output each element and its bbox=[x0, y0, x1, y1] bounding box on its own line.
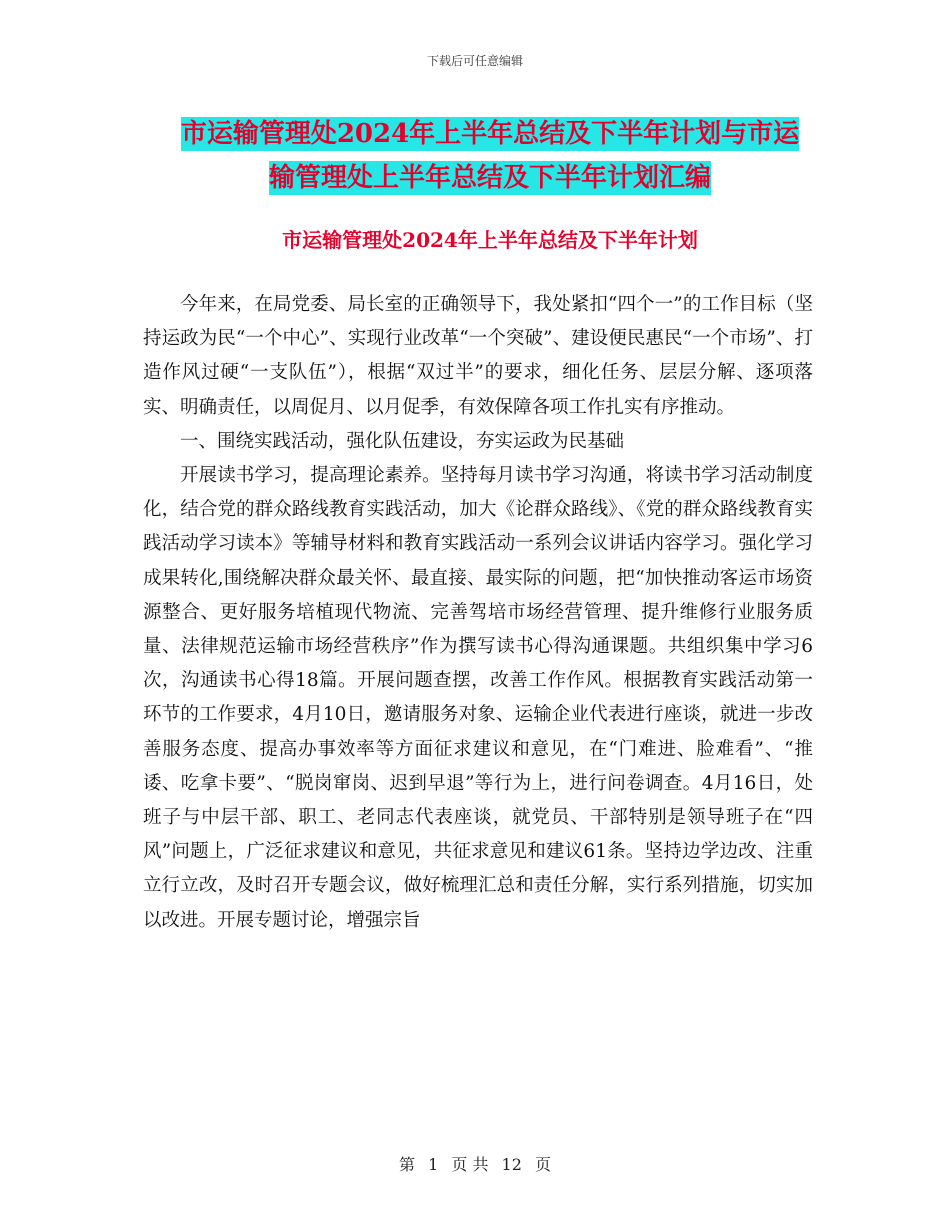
document-title-line2: 输管理处上半年总结及下半年计划汇编 bbox=[268, 163, 711, 193]
footer-page-total: 12 bbox=[501, 1155, 522, 1174]
footer-page-number: 1 bbox=[428, 1155, 439, 1174]
header-note: 下载后可任意编辑 bbox=[426, 54, 523, 68]
footer-page-suffix: 页 bbox=[535, 1155, 552, 1174]
footer-page-prefix: 第 bbox=[398, 1155, 415, 1174]
section-title: 市运输管理处2024年上半年总结及下半年计划 bbox=[282, 228, 698, 252]
footer-page-mid: 页 共 bbox=[451, 1155, 489, 1174]
page-footer bbox=[0, 1152, 950, 1175]
document-title bbox=[140, 112, 840, 200]
paragraph-study: 开展读书学习，提高理论素养。坚持每月读书学习沟通，将读书学习活动制度化，结合党的群众路线教育实践活动，加大《论群众路线》、《党的群众路线教育实践活动学习读本》等辅导材料和教育实践活动一系列会议讲话内容学习。强化学习成果转化,围绕解决群众最关怀、最直接、最实际的问题，把“加快推动客运市场资源整合、更好服务培植现代物流、完善驾培市场经营管理、提升维修行业服务质量、法律规范运输市场经营秩序”作为撰写读书心得沟通课题。共组织集中学习6次，沟通读书心得18篇。开展问题查摆，改善工作作风。根据教育实践活动第一环节的工作要求，4月10日，邀请服务对象、运输企业代表进行座谈，就进一步改善服务态度、提高办事效率等方面征求建议和意见，在“门难进、脸难看”、“推诿、吃拿卡要”、“脱岗窜岗、迟到早退”等行为上，进行问卷调查。4月16日，处班子与中层干部、职工、老同志代表座谈，就党员、干部特别是领导班子在“四风”问题上，广泛征求建议和意见，共征求意见和建议61条。坚持边学边改、注重立行立改，及时召开专题会议，做好梳理汇总和责任分解，实行系列措施，切实加以改进。开展专题讨论，增强宗旨 bbox=[143, 465, 813, 931]
paragraph-intro: 今年来，在局党委、局长室的正确领导下，我处紧扣“四个一”的工作目标（坚持运政为民“一个中心”、实现行业改革“一个突破”、建设便民惠民“一个市场”、打造作风过硬“一支队伍”），根据“双过半”的要求，细化任务、层层分解、逐项落实、明确责任，以周促月、以月促季，有效保障各项工作扎实有序推动。 bbox=[143, 294, 813, 418]
paragraph-heading-1: 一、围绕实践活动，强化队伍建设，夯实运政为民基础 bbox=[180, 430, 625, 452]
document-title-line1: 市运输管理处2024年上半年总结及下半年计划与市运 bbox=[180, 119, 800, 149]
body-text bbox=[143, 288, 813, 938]
